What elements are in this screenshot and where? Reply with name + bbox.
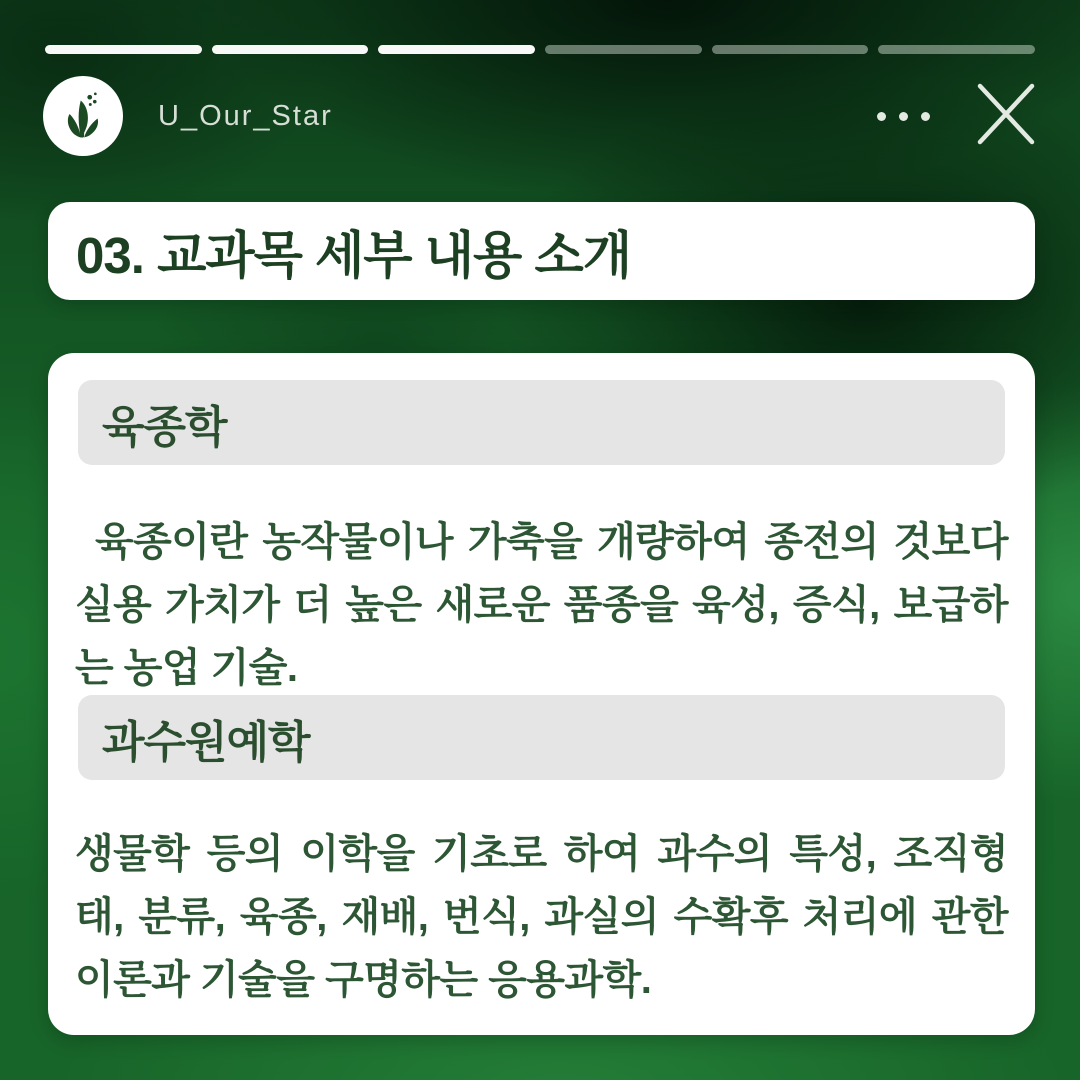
section-body-breeding: 육종이란 농작물이나 가축을 개량하여 종전의 것보다 실용 가치가 더 높은 새로운 품종을 육성, 증식, 보급하는 농업 기술. <box>75 520 1008 690</box>
ellipsis-icon <box>899 112 908 121</box>
avatar[interactable] <box>43 76 123 156</box>
story-segment-filled <box>378 45 535 54</box>
page-title: 03. 교과목 세부 내용 소개 <box>76 227 631 284</box>
content-card <box>48 353 1035 1035</box>
username: U_Our_Star <box>158 99 333 132</box>
close-button[interactable] <box>968 78 1044 154</box>
story-segment-unfilled <box>545 45 702 54</box>
ellipsis-icon <box>921 112 930 121</box>
story-segment-unfilled <box>878 45 1035 54</box>
x-icon <box>974 82 1038 151</box>
story-segment-filled <box>45 45 202 54</box>
story-segment-filled <box>212 45 369 54</box>
story-segment-unfilled <box>712 45 869 54</box>
section-body-pomology: 생물학 등의 이학을 기초로 하여 과수의 특성, 조직형태, 분류, 육종, 재배, 번식, 과실의 수확후 처리에 관한 이론과 기술을 구명하는 응용과학. <box>75 832 1008 1002</box>
plant-sprout-icon <box>55 86 111 147</box>
story-header <box>0 70 1080 162</box>
story-progress-bar <box>45 45 1035 54</box>
more-options-button[interactable] <box>868 70 938 162</box>
section-heading-pomology: 과수원예학 <box>78 695 1005 780</box>
title-card <box>48 202 1035 300</box>
section-heading-breeding: 육종학 <box>78 380 1005 465</box>
ellipsis-icon <box>877 112 886 121</box>
